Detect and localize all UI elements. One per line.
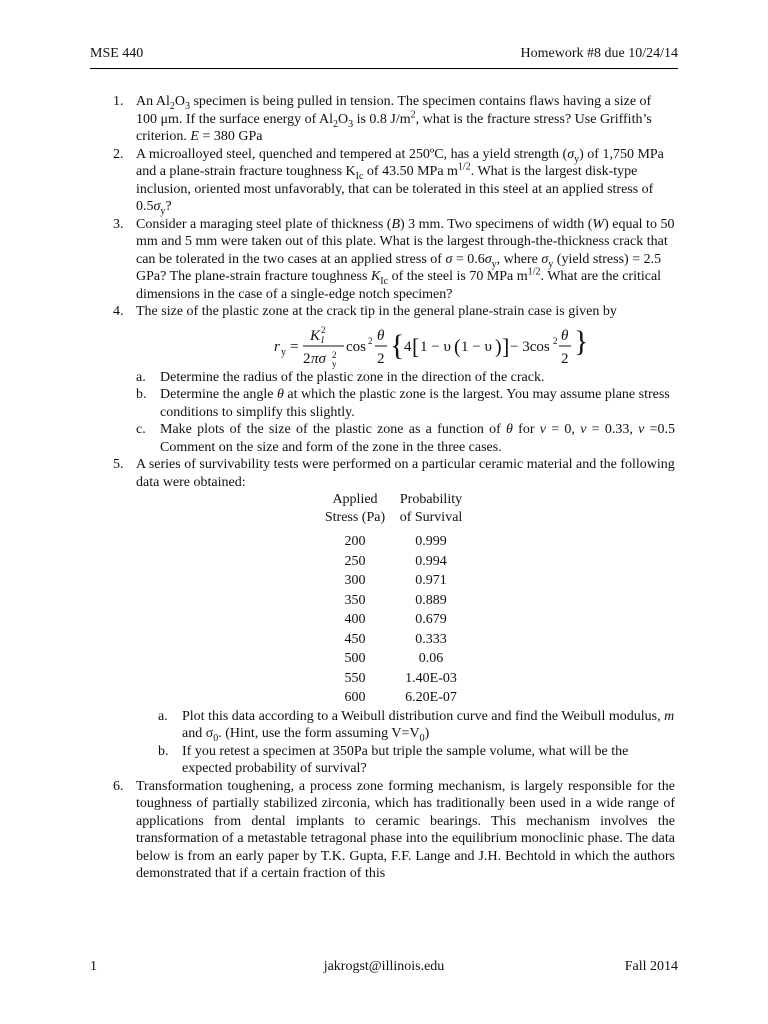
svg-text:2: 2 <box>332 349 337 360</box>
svg-text:2: 2 <box>561 350 569 367</box>
problem-3 <box>113 216 675 304</box>
problem-5-parts <box>158 708 675 778</box>
assignment-title: Homework #8 due 10/24/14 <box>520 46 678 61</box>
problem-1 <box>113 93 675 146</box>
part-c: c. Make plots of the size of the plastic zone as a function of θ for ν = 0, ν = 0.33, ν =0.5 Comment on the size and form of the zone in the three cases. <box>136 422 675 455</box>
table-row: 300 0.971 <box>344 573 447 588</box>
svg-text:): ) <box>495 335 502 358</box>
table-row: 500 0.06 <box>344 651 444 666</box>
svg-text:I: I <box>321 334 324 345</box>
problem-text: The size of the plastic zone at the crack tip in the general plane-strain case is given by <box>136 304 617 319</box>
problem-text: Consider a maraging steel plate of thickness (B) 3 mm. Two specimens of width (W) equal to 50 mm and 5 mm were taken out of this plate. What is the largest through-the-thickness crack that can be tolerated in the two cases at an applied stress of $\sigma = 0.6\sigma_y$, where $\sigma_y$ (yield stress) = 2.5 GPa? The plane-strain fracture toughness $K_{Ic}$ of the steel is 70 MPa $m^{1/2}$. What are the critical dimensions in the case of a single-edge notch specimen? <box>136 216 675 302</box>
table-row: 450 0.333 <box>344 631 447 647</box>
survivability-table <box>319 491 471 708</box>
part-b: b. If you retest a specimen at 350Pa but triple the sample volume, what will be the expected probability of survival? <box>158 743 629 776</box>
table-row: 200 0.999 <box>344 534 447 549</box>
problem-list <box>113 93 675 883</box>
svg-text:]: ] <box>502 333 510 359</box>
term: Fall 2014 <box>624 959 678 974</box>
svg-text:2: 2 <box>377 350 385 367</box>
svg-text:− 3cos: − 3cos <box>510 338 550 355</box>
author-email: jakrogst@illinois.edu <box>323 959 445 974</box>
svg-text:cos: cos <box>346 338 366 355</box>
problem-text: An $Al_2O_3$ specimen is being pulled in tension. The specimen contains flaws having a size of 100 μm. If the surface energy of $Al_2O_3$ is 0.8 $J/m^2$, what is the fracture stress? Use Griffith’s criterion. E = 380 GPa <box>136 94 652 144</box>
svg-text:K: K <box>310 327 321 344</box>
problem-number: 1. <box>113 94 124 109</box>
plastic-zone-equation: r y = K I 2 2 πσ y 2 cos 2 θ 2 { 4 [ 1 − υ ( 1 − υ ) ] − 3cos 2 θ 2 } <box>274 324 589 369</box>
problem-number: 6. <box>113 778 124 794</box>
svg-text:2: 2 <box>368 335 373 346</box>
problem-number: 2. <box>113 146 124 162</box>
svg-text:4: 4 <box>404 338 412 355</box>
problem-2 <box>113 146 675 216</box>
svg-text:y: y <box>281 346 286 358</box>
table-row: 400 0.679 <box>344 612 447 627</box>
svg-text:[: [ <box>412 333 420 359</box>
problem-5 <box>113 456 675 778</box>
svg-text:y: y <box>332 358 337 369</box>
problem-4-parts <box>136 369 675 457</box>
column-header: Applied Stress (Pa) <box>324 492 386 525</box>
svg-text:(: ( <box>454 335 461 358</box>
svg-text:2: 2 <box>303 350 311 367</box>
problem-6 <box>113 778 675 883</box>
part-a: a. Plot this data according to a Weibull distribution curve and find the Weibull modulus, m and $\sigma_0$. (Hint, use the form assuming $V=V_0$) <box>158 708 675 744</box>
problem-4 <box>113 303 675 456</box>
svg-text:πσ: πσ <box>311 350 326 367</box>
page-number: 1 <box>90 959 97 974</box>
page-header <box>90 46 678 69</box>
svg-text:=: = <box>290 338 299 355</box>
svg-text:{: { <box>390 328 405 362</box>
part-a: a. Determine the radius of the plastic zone in the direction of the crack. <box>136 369 545 385</box>
column-header: Probability of Survival <box>399 492 463 525</box>
table-row: 250 0.994 <box>344 553 447 569</box>
table-row: 550 1.40E-03 <box>344 670 457 686</box>
svg-text:1 − υ: 1 − υ <box>461 338 492 355</box>
svg-text:θ: θ <box>561 327 569 344</box>
svg-text:2: 2 <box>553 335 558 346</box>
table-row: 350 0.889 <box>344 592 447 608</box>
svg-text:θ: θ <box>377 327 385 344</box>
table-row: 600 6.20E-07 <box>344 690 457 705</box>
svg-text:2: 2 <box>321 324 326 335</box>
problem-text: Transformation toughening, a process zone forming mechanism, is largely responsible for the toughness of partially stabilized zirconia, which has traditionally been used in a wide range of applications from dental implants to ceramic bearings. This mechanism involves the transformation of a metastable tetragonal phase into the equilibrium monoclinic phase. The data below is from an early paper by T.K. Gupta, F.F. Lange and J.H. Bechtold in which the authors demonstrated that if a certain fraction of this <box>136 778 675 881</box>
problem-text: A microalloyed steel, quenched and tempered at 250ºC, has a yield strength $(\sigma_y)$ of 1,750 MPa and a plane-strain fracture toughness $K_{Ic}$ of 43.50 MPa $m^{1/2}$. What is the largest disk-type inclusion, oriented most unfavorably, that can be tolerated in this steel at an applied stress of $0.5\sigma_y$? <box>136 146 664 217</box>
problem-text: A series of survivability tests were performed on a particular ceramic material and the following data were obtained: <box>136 457 675 490</box>
svg-text:1 − υ: 1 − υ <box>420 338 451 355</box>
problem-number: 3. <box>113 216 124 232</box>
problem-number: 4. <box>113 304 124 319</box>
part-b: b. Determine the angle θ at which the plastic zone is the largest. You may assume plane stress conditions to simplify this slightly. <box>136 387 670 420</box>
course-code: MSE 440 <box>90 46 144 61</box>
problem-number: 5. <box>113 457 124 472</box>
svg-text:r: r <box>274 338 280 355</box>
